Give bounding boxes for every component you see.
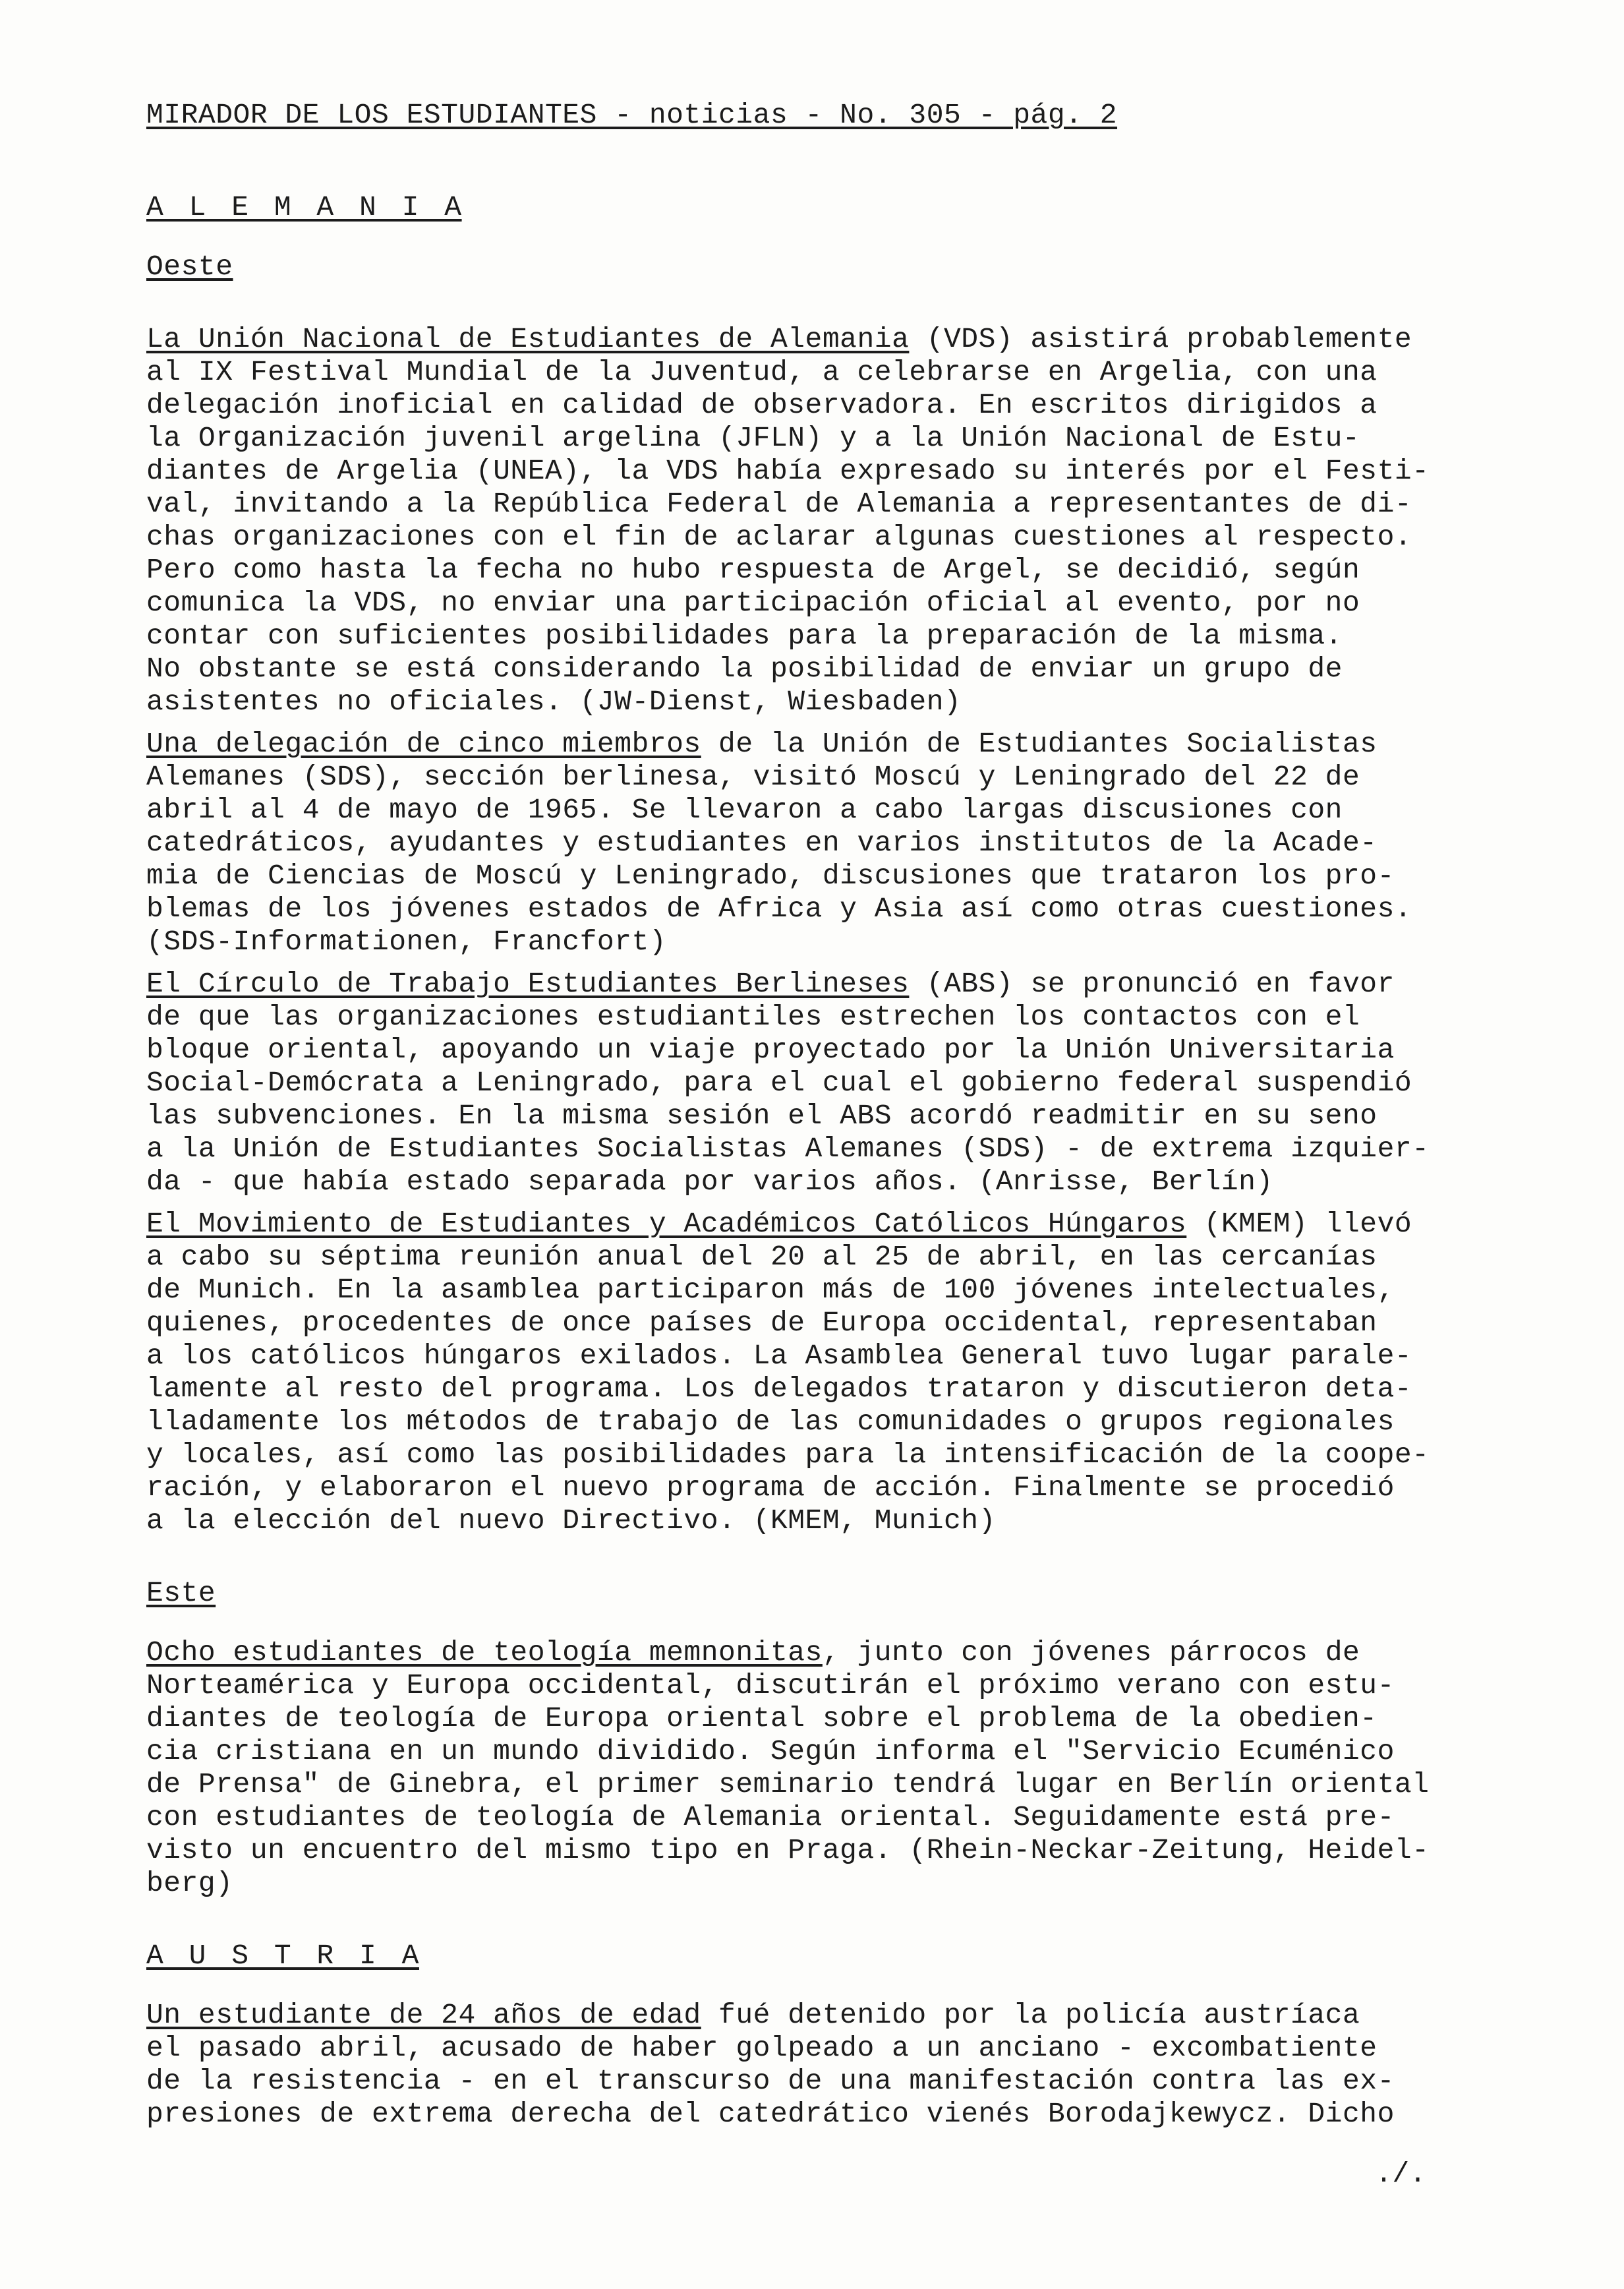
section-title-alemania: A L E M A N I A (146, 191, 462, 223)
article-vds (146, 323, 1478, 719)
article-line: Social-Demócrata a Leningrado, para el cual el gobierno federal suspendió (146, 1067, 1412, 1099)
article-line: a cabo su séptima reunión anual del 20 al 25 de abril, en las cercanías (146, 1241, 1378, 1273)
continuation-mark: ./. (1375, 2158, 1426, 2190)
article-line: de que las organizaciones estudiantiles estrechen los contactos con el (146, 1001, 1360, 1033)
article-line: y locales, así como las posibilidades para la intensificación de la coope- (146, 1439, 1430, 1471)
article-abs (146, 968, 1478, 1199)
section-title-austria: A U S T R I A (146, 1940, 419, 1972)
article-lead: Un estudiante de 24 años de edad (146, 1999, 701, 2031)
article-lead: El Círculo de Trabajo Estudiantes Berlineses (146, 968, 910, 1000)
article-first-line (146, 968, 1478, 1001)
article-line: diantes de Argelia (UNEA), la VDS había expresado su interés por el Festi- (146, 455, 1430, 487)
article-line: comunica la VDS, no enviar una participación oficial al evento, por no (146, 587, 1360, 619)
article-line: catedráticos, ayudantes y estudiantes en varios institutos de la Acade- (146, 827, 1378, 859)
article-line: de la resistencia - en el transcurso de una manifestación contra las ex- (146, 2065, 1395, 2097)
article-line: delegación inoficial en calidad de observadora. En escritos dirigidos a (146, 389, 1378, 421)
article-line: a los católicos húngaros exilados. La Asamblea General tuvo lugar parale- (146, 1340, 1412, 1372)
article-line: da - que había estado separada por varios años. (Anrisse, Berlín) (146, 1166, 1273, 1198)
article-line: el pasado abril, acusado de haber golpeado a un anciano - excombatiente (146, 2032, 1378, 2064)
article-line: la Organización juvenil argelina (JFLN) y a la Unión Nacional de Estu- (146, 422, 1360, 454)
article-line: berg) (146, 1867, 233, 1899)
article-line: Alemanes (SDS), sección berlinesa, visitó Moscú y Leningrado del 22 de (146, 761, 1360, 793)
article-line: de Prensa" de Ginebra, el primer seminario tendrá lugar en Berlín oriental (146, 1768, 1430, 1800)
page-header: MIRADOR DE LOS ESTUDIANTES - noticias - No. 305 - pág. 2 (146, 99, 1118, 131)
article-first-rest: (KMEM) llevó (1186, 1208, 1412, 1240)
article-line: presiones de extrema derecha del catedrático vienés Borodajkewycz. Dicho (146, 2098, 1395, 2130)
article-first-rest: , junto con jóvenes párrocos de (822, 1636, 1360, 1669)
article-line: lamente al resto del programa. Los delegados trataron y discutieron deta- (146, 1373, 1412, 1405)
article-line: (SDS-Informationen, Francfort) (146, 926, 667, 958)
article-lead: El Movimiento de Estudiantes y Académicos Católicos Húngaros (146, 1208, 1187, 1240)
article-line: bloque oriental, apoyando un viaje proyectado por la Unión Universitaria (146, 1034, 1395, 1066)
article-line: cia cristiana en un mundo dividido. Según informa el "Servicio Ecuménico (146, 1735, 1395, 1768)
article-line: con estudiantes de teología de Alemania oriental. Seguidamente está pre- (146, 1801, 1395, 1833)
article-line: visto un encuentro del mismo tipo en Praga. (Rhein-Neckar-Zeitung, Heidel- (146, 1834, 1430, 1866)
article-first-rest: (ABS) se pronunció en favor (909, 968, 1395, 1000)
article-first-line (146, 1999, 1478, 2032)
article-line: contar con suficientes posibilidades para la preparación de la misma. (146, 620, 1343, 652)
article-line: Norteamérica y Europa occidental, discutirán el próximo verano con estu- (146, 1669, 1395, 1702)
article-first-rest: fué detenido por la policía austríaca (701, 1999, 1360, 2031)
article-first-line (146, 323, 1478, 356)
article-line: las subvenciones. En la misma sesión el ABS acordó readmitir en su seno (146, 1100, 1378, 1132)
article-sds (146, 728, 1478, 959)
article-line: de Munich. En la asamblea participaron más de 100 jóvenes intelectuales, (146, 1274, 1395, 1306)
article-first-line (146, 728, 1478, 761)
article-line: a la elección del nuevo Directivo. (KMEM, Munich) (146, 1504, 996, 1537)
article-first-line (146, 1636, 1478, 1669)
article-austria (146, 1999, 1478, 2131)
article-line: val, invitando a la República Federal de Alemania a representantes de di- (146, 488, 1412, 520)
article-line: blemas de los jóvenes estados de Africa y Asia así como otras cuestiones. (146, 893, 1412, 925)
document-page (146, 99, 1478, 2131)
article-line: diantes de teología de Europa oriental sobre el problema de la obedien- (146, 1702, 1378, 1735)
article-line: asistentes no oficiales. (JW-Dienst, Wiesbaden) (146, 686, 962, 718)
article-first-rest: de la Unión de Estudiantes Socialistas (701, 728, 1378, 760)
article-first-rest: (VDS) asistirá probablemente (909, 323, 1412, 355)
article-line: al IX Festival Mundial de la Juventud, a celebrarse en Argelia, con una (146, 356, 1378, 388)
article-memnonitas (146, 1636, 1478, 1900)
article-kmem (146, 1208, 1478, 1537)
article-first-line (146, 1208, 1478, 1241)
article-lead: La Unión Nacional de Estudiantes de Alemania (146, 323, 910, 355)
article-line: mia de Ciencias de Moscú y Leningrado, discusiones que trataron los pro- (146, 860, 1395, 892)
article-line: ración, y elaboraron el nuevo programa de acción. Finalmente se procedió (146, 1472, 1395, 1504)
article-line: chas organizaciones con el fin de aclarar algunas cuestiones al respecto. (146, 521, 1412, 553)
article-lead: Ocho estudiantes de teología memnonitas (146, 1636, 823, 1669)
article-line: lladamente los métodos de trabajo de las comunidades o grupos regionales (146, 1406, 1395, 1438)
article-line: No obstante se está considerando la posibilidad de enviar un grupo de (146, 653, 1343, 685)
article-line: Pero como hasta la fecha no hubo respuesta de Argel, se decidió, según (146, 554, 1360, 586)
article-lead: Una delegación de cinco miembros (146, 728, 701, 760)
subsection-title-este: Este (146, 1577, 216, 1609)
article-line: quienes, procedentes de once países de Europa occidental, representaban (146, 1307, 1378, 1339)
article-line: abril al 4 de mayo de 1965. Se llevaron a cabo largas discusiones con (146, 794, 1343, 826)
article-line: a la Unión de Estudiantes Socialistas Alemanes (SDS) - de extrema izquier- (146, 1133, 1430, 1165)
subsection-title-oeste: Oeste (146, 251, 233, 283)
